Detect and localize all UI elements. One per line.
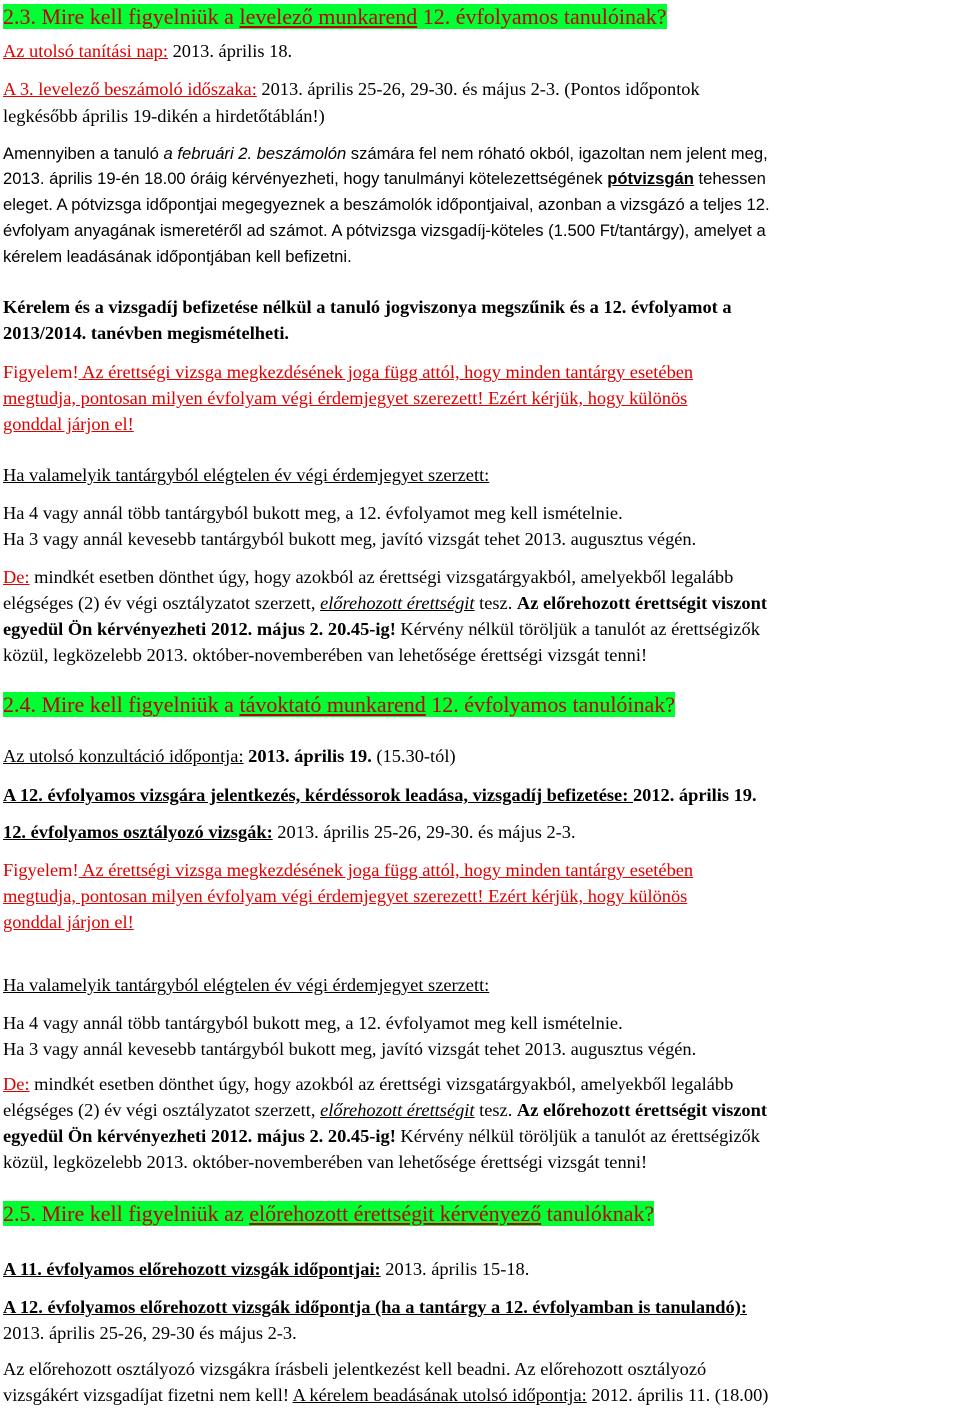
section-2-4-heading: 2.4. Mire kell figyelniük a távoktató munkarend 12. évfolyamos tanulóinak? xyxy=(3,692,676,717)
last-consultation: Az utolsó konzultáció időpontja: 2013. április 19. (15.30-tól) xyxy=(3,746,456,766)
fail-1-line1: Ha 4 vagy annál több tantárgyból bukott meg, a 12. évfolyamot meg kell ismételnie. xyxy=(3,503,623,523)
bold-notice-line2: 2013/2014. tanévben megismételheti. xyxy=(3,323,290,343)
fail-heading-2: Ha valamelyik tantárgyból elégtelen év végi érdemjegyet szerzett: xyxy=(3,975,490,995)
warning-1-line3: gonddal járjon el! xyxy=(3,414,134,434)
fail-1-de-line3: egyedül Ön kérvényezheti 2012. május 2. 20.45-ig! Kérvény nélkül töröljük a tanulót az érettségizők xyxy=(3,619,760,639)
fail-2-line1: Ha 4 vagy annál több tantárgyból bukott meg, a 12. évfolyamot meg kell ismételnie. xyxy=(3,1013,623,1033)
warning-2-line1: Figyelem! Az érettségi vizsga megkezdésének joga függ attól, hogy minden tantárgy esetében xyxy=(3,860,694,880)
last-teaching-day: Az utolsó tanítási nap: 2013. április 18. xyxy=(3,41,293,61)
section-2-5-heading: 2.5. Mire kell figyelniük az előrehozott érettségit kérvényező tanulóknak? xyxy=(3,1201,655,1226)
fail-1-de-line2: elégséges (2) év végi osztályzatot szerzett, előrehozott érettségit tesz. Az előrehozott érettségit viszont xyxy=(3,593,767,613)
makeup-paragraph-line5: kérelem leadásának időpontjában kell befizetni. xyxy=(3,247,352,266)
warning-1-line2: megtudja, pontosan milyen évfolyam végi érdemjegyet szerezett! Ezért kérjük, hogy különös xyxy=(3,388,688,408)
makeup-paragraph-line3: eleget. A pótvizsga időpontjai megegyeznek a beszámolók időpontjaival, azonban a vizsgázó a teljes 12. xyxy=(3,195,770,214)
grade-12-early-exams-dates: 2013. április 25-26, 29-30 és május 2-3. xyxy=(3,1323,297,1343)
early-exam-note-line2: vizsgákért vizsgadíjat fizetni nem kell! A kérelem beadásának utolsó időpontja: 2012. április 11. (18.00) xyxy=(3,1385,769,1405)
fail-heading-1: Ha valamelyik tantárgyból elégtelen év végi érdemjegyet szerzett: xyxy=(3,465,490,485)
makeup-paragraph-line4: évfolyam anyagának ismeretéről ad számot. A pótvizsga vizsgadíj-köteles (1.500 Ft/tantárgy), amelyet a xyxy=(3,221,766,240)
warning-2-line2: megtudja, pontosan milyen évfolyam végi érdemjegyet szerezett! Ezért kérjük, hogy különös xyxy=(3,886,688,906)
classification-exams: 12. évfolyamos osztályozó vizsgák: 2013. április 25-26, 29-30. és május 2-3. xyxy=(3,822,576,842)
fail-2-de-line2: elégséges (2) év végi osztályzatot szerzett, előrehozott érettségit tesz. Az előrehozott érettségit viszont xyxy=(3,1100,767,1120)
bold-notice-line1: Kérelem és a vizsgadíj befizetése nélkül a tanuló jogviszonya megszűnik és a 12. évfolyamot a xyxy=(3,297,732,317)
fail-1-de-line4: közül, legközelebb 2013. október-novemberében van lehetősége érettségi vizsgát tenni! xyxy=(3,645,648,665)
exam-application: A 12. évfolyamos vizsgára jelentkezés, kérdéssorok leadása, vizsgadíj befizetése: 2012. április 19. xyxy=(3,785,757,805)
report-period-line2: legkésőbb április 19-dikén a hirdetőtáblán!) xyxy=(3,106,325,126)
early-exam-note-line1: Az előrehozott osztályozó vizsgákra írásbeli jelentkezést kell beadni. Az előrehozott osztályozó xyxy=(3,1359,707,1379)
section-2-3-heading: 2.3. Mire kell figyelniük a levelező munkarend 12. évfolyamos tanulóinak? xyxy=(3,4,667,29)
report-period: A 3. levelező beszámoló időszaka: 2013. április 25-26, 29-30. és május 2-3. (Pontos időpontok xyxy=(3,79,700,99)
makeup-paragraph-line2: 2013. április 19-én 18.00 óráig kérvényezheti, hogy tanulmányi kötelezettségének pótvizsgán tehessen xyxy=(3,169,766,188)
fail-2-de-line3: egyedül Ön kérvényezheti 2012. május 2. 20.45-ig! Kérvény nélkül töröljük a tanulót az érettségizők xyxy=(3,1126,760,1146)
warning-1-line1: Figyelem! Az érettségi vizsga megkezdésének joga függ attól, hogy minden tantárgy esetében xyxy=(3,362,694,382)
makeup-paragraph-line1: Amennyiben a tanuló a februári 2. beszámolón számára fel nem róható okból, igazoltan nem jelent meg, xyxy=(3,144,768,163)
grade-12-early-exams: A 12. évfolyamos előrehozott vizsgák időpontja (ha a tantárgy a 12. évfolyamban is tanulandó): xyxy=(3,1297,747,1317)
fail-1-de-line1: De: mindkét esetben dönthet úgy, hogy azokból az érettségi vizsgatárgyakból, amelyekből legalább xyxy=(3,567,734,587)
grade-11-early-exams: A 11. évfolyamos előrehozott vizsgák időpontjai: 2013. április 15-18. xyxy=(3,1259,530,1279)
warning-2-line3: gonddal járjon el! xyxy=(3,912,134,932)
fail-2-de-line1: De: mindkét esetben dönthet úgy, hogy azokból az érettségi vizsgatárgyakból, amelyekből legalább xyxy=(3,1074,734,1094)
fail-2-line2: Ha 3 vagy annál kevesebb tantárgyból bukott meg, javító vizsgát tehet 2013. augusztus végén. xyxy=(3,1039,697,1059)
fail-2-de-line4: közül, legközelebb 2013. október-novemberében van lehetősége érettségi vizsgát tenni! xyxy=(3,1152,648,1172)
fail-1-line2: Ha 3 vagy annál kevesebb tantárgyból bukott meg, javító vizsgát tehet 2013. augusztus végén. xyxy=(3,529,697,549)
